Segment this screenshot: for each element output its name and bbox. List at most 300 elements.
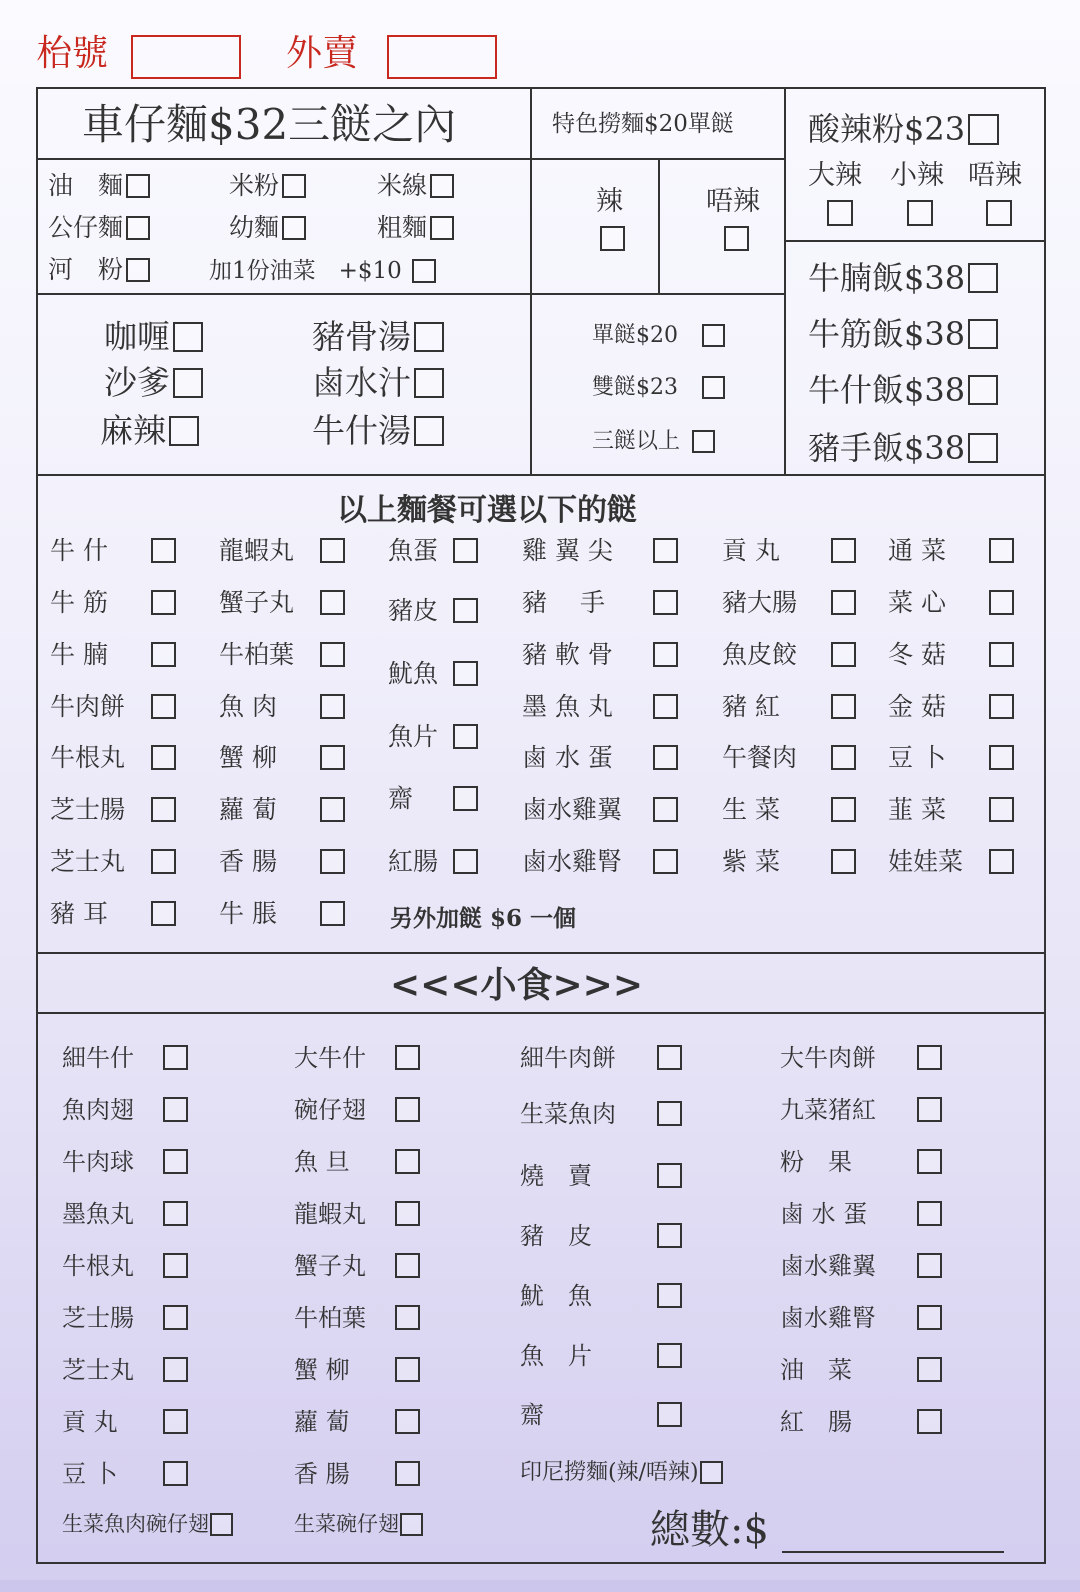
topping-item <box>722 797 856 822</box>
checkbox[interactable] <box>702 376 725 399</box>
topping-item-label: 芝士丸 <box>50 847 126 876</box>
topping-item-label: 魚片 <box>388 722 439 751</box>
snack-item-label: 豆 卜 <box>62 1459 118 1488</box>
snack-item <box>294 1045 420 1070</box>
topping-item <box>50 590 176 615</box>
special-noodle-title: 特色撈麵$20單餸 <box>552 111 734 137</box>
topping-item-label: 牛 筋 <box>50 588 108 617</box>
topping-item-label: 牛 什 <box>50 536 108 565</box>
not-spicy-label: 唔辣 <box>706 186 760 217</box>
checkbox[interactable] <box>989 538 1014 563</box>
topping-item <box>219 538 345 563</box>
topping-item-label: 牛 脹 <box>219 899 277 928</box>
snack-item <box>294 1357 420 1382</box>
checkbox[interactable] <box>453 786 478 811</box>
topping-item-label: 牛根丸 <box>50 743 126 772</box>
checkbox[interactable] <box>657 1283 682 1308</box>
checkbox[interactable] <box>657 1223 682 1248</box>
checkbox[interactable] <box>151 590 176 615</box>
topping-item <box>522 745 678 770</box>
checkbox[interactable] <box>163 1097 188 1122</box>
snack-item-label: 大牛肉餅 <box>780 1043 876 1072</box>
topping-item-label: 魚 肉 <box>219 692 277 721</box>
table-number-label: 枱號 <box>36 33 109 74</box>
topping-item-label: 蟹 柳 <box>219 743 277 772</box>
spice-level-none: 唔辣 <box>968 160 1022 191</box>
topping-item <box>219 849 345 874</box>
topping-item-label: 齋 <box>388 784 414 813</box>
checkbox[interactable] <box>395 1409 420 1434</box>
snack-item-label: 魚肉翅 <box>62 1095 134 1124</box>
rice-item: 牛腩飯$38 <box>808 262 998 294</box>
topping-item-label: 豆 卜 <box>888 743 946 772</box>
checkbox[interactable] <box>986 200 1012 226</box>
snack-item-label: 生菜魚肉 <box>520 1099 616 1128</box>
checkbox[interactable] <box>163 1409 188 1434</box>
topping-item-label: 豬 耳 <box>50 899 108 928</box>
snack-item-label: 魚 旦 <box>294 1147 350 1176</box>
topping-item-label: 鹵水雞腎 <box>522 847 623 876</box>
snacks-title: <<<小食>>> <box>390 964 643 1006</box>
snack-item <box>780 1253 942 1278</box>
checkbox[interactable] <box>657 1101 682 1126</box>
topping-item <box>722 642 856 667</box>
checkbox[interactable] <box>453 598 478 623</box>
checkbox[interactable] <box>320 745 345 770</box>
bottom-strip <box>0 1580 1080 1592</box>
topping-item <box>50 849 176 874</box>
topping-item <box>722 849 856 874</box>
topping-item <box>522 694 678 719</box>
topping-item <box>50 642 176 667</box>
checkbox[interactable] <box>453 661 478 686</box>
topping-item-label: 芝士腸 <box>50 795 126 824</box>
checkbox[interactable] <box>282 174 306 198</box>
checkbox[interactable] <box>430 216 454 240</box>
snack-item-label: 墨魚丸 <box>62 1199 134 1228</box>
checkbox[interactable] <box>453 538 478 563</box>
checkbox[interactable] <box>653 538 678 563</box>
checkbox[interactable] <box>831 745 856 770</box>
snack-item-label: 油 菜 <box>780 1355 852 1384</box>
spice-level-small: 小辣 <box>890 160 944 191</box>
checkbox[interactable] <box>917 1045 942 1070</box>
special-option: 雙餸$23 <box>592 376 725 399</box>
checkbox[interactable] <box>831 849 856 874</box>
topping-item-label: 豬 紅 <box>722 692 780 721</box>
snack-item-label: 大牛什 <box>294 1043 366 1072</box>
topping-item <box>522 590 678 615</box>
noodle-item: 幼麵 <box>229 215 306 240</box>
topping-item <box>388 849 478 874</box>
topping-item-label: 魷魚 <box>388 659 439 688</box>
noodle-item: 公仔麵 <box>48 215 150 240</box>
checkbox[interactable] <box>989 745 1014 770</box>
topping-item <box>722 590 856 615</box>
snack-item-label: 蟹子丸 <box>294 1251 366 1280</box>
checkbox[interactable] <box>126 174 150 198</box>
checkbox[interactable] <box>831 694 856 719</box>
topping-item <box>522 538 678 563</box>
topping-item <box>888 797 1014 822</box>
checkbox[interactable] <box>917 1097 942 1122</box>
topping-item-label: 豬 軟 骨 <box>522 640 613 669</box>
snack-item <box>520 1223 682 1248</box>
snack-item <box>520 1101 682 1126</box>
snack-item-label: 牛柏葉 <box>294 1303 366 1332</box>
topping-item <box>219 694 345 719</box>
topping-item <box>219 797 345 822</box>
checkbox[interactable] <box>414 368 444 398</box>
indo-noodle-item: 印尼撈麵(辣/唔辣) <box>520 1461 723 1484</box>
checkbox[interactable] <box>989 797 1014 822</box>
topping-item-label: 豬 手 <box>522 588 605 617</box>
topping-item-label: 貢 丸 <box>722 536 780 565</box>
special-option: 三餸以上 <box>592 430 715 453</box>
checkbox[interactable] <box>151 745 176 770</box>
checkbox[interactable] <box>320 642 345 667</box>
snack-item <box>62 1045 188 1070</box>
toppings-title: 以上麵餐可選以下的餸 <box>337 493 637 528</box>
topping-item <box>50 694 176 719</box>
sour-spicy-label: 酸辣粉$23 <box>808 110 966 148</box>
topping-item <box>522 797 678 822</box>
snack-item-label: 芝士丸 <box>62 1355 134 1384</box>
snack-item-label: 貢 丸 <box>62 1407 118 1436</box>
snack-item <box>62 1097 188 1122</box>
snack-item: 生菜魚肉碗仔翅 <box>62 1513 233 1536</box>
soup-item: 牛什湯 <box>312 414 444 447</box>
topping-item <box>722 745 856 770</box>
snack-item-label: 燒 賣 <box>520 1161 592 1190</box>
snack-item-label: 碗仔翅 <box>294 1095 366 1124</box>
spicy-label: 辣 <box>596 186 623 217</box>
checkbox[interactable] <box>968 433 998 463</box>
checkbox[interactable] <box>653 797 678 822</box>
snack-item: 生菜碗仔翅 <box>294 1513 423 1536</box>
checkbox[interactable] <box>653 745 678 770</box>
checkbox[interactable] <box>657 1163 682 1188</box>
topping-item-label: 蟹子丸 <box>219 588 295 617</box>
snack-item-label: 鹵 水 蛋 <box>780 1199 868 1228</box>
checkbox[interactable] <box>968 114 999 145</box>
noodle-item: 米線 <box>377 173 454 198</box>
snack-item-label: 魷 魚 <box>520 1281 592 1310</box>
topping-item-label: 魚皮餃 <box>722 640 798 669</box>
sour-spicy-item <box>808 110 999 148</box>
topping-item <box>888 538 1014 563</box>
snack-item <box>62 1253 188 1278</box>
checkbox[interactable] <box>320 797 345 822</box>
topping-item-label: 雞 翼 尖 <box>522 536 613 565</box>
checkbox[interactable] <box>320 694 345 719</box>
topping-item <box>50 538 176 563</box>
checkbox[interactable] <box>395 1461 420 1486</box>
checkbox[interactable] <box>827 200 853 226</box>
snack-item <box>294 1201 420 1226</box>
checkbox[interactable] <box>126 258 150 282</box>
snack-item <box>62 1409 188 1434</box>
checkbox[interactable] <box>989 694 1014 719</box>
topping-item <box>888 642 1014 667</box>
soup-item: 鹵水汁 <box>312 366 444 399</box>
snack-item <box>294 1461 420 1486</box>
checkbox[interactable] <box>282 216 306 240</box>
topping-item <box>219 590 345 615</box>
checkbox[interactable] <box>917 1201 942 1226</box>
spice-level-large: 大辣 <box>808 160 862 191</box>
snack-item <box>520 1163 682 1188</box>
snack-item-label: 鹵水雞腎 <box>780 1303 876 1332</box>
topping-item <box>219 745 345 770</box>
snack-item <box>62 1305 188 1330</box>
takeaway-label: 外賣 <box>286 33 359 74</box>
topping-item-label: 豬大腸 <box>722 588 798 617</box>
topping-item <box>388 724 478 749</box>
not-spicy-cell <box>658 158 786 295</box>
rice-item: 豬手飯$38 <box>808 432 998 464</box>
checkbox[interactable] <box>657 1402 682 1427</box>
snack-item-label: 細牛什 <box>62 1043 134 1072</box>
topping-item-label: 鹵 水 蛋 <box>522 743 613 772</box>
checkbox[interactable] <box>173 322 203 352</box>
topping-item <box>888 590 1014 615</box>
snack-item <box>780 1409 942 1434</box>
snack-item <box>780 1357 942 1382</box>
snack-item <box>520 1402 682 1427</box>
checkbox[interactable] <box>724 226 749 251</box>
checkbox[interactable] <box>831 538 856 563</box>
soup-item: 麻辣 <box>100 414 199 447</box>
checkbox[interactable] <box>395 1045 420 1070</box>
snack-item <box>780 1097 942 1122</box>
noodle-item: 米粉 <box>229 173 306 198</box>
checkbox[interactable] <box>430 174 454 198</box>
snack-item-label: 細牛肉餅 <box>520 1043 616 1072</box>
checkbox[interactable] <box>395 1357 420 1382</box>
checkbox[interactable] <box>163 1201 188 1226</box>
total-input-line[interactable] <box>782 1551 1004 1553</box>
snack-item <box>62 1461 188 1486</box>
topping-item-label: 菜 心 <box>888 588 946 617</box>
checkbox[interactable] <box>395 1149 420 1174</box>
checkbox[interactable] <box>600 226 625 251</box>
rice-item: 牛什飯$38 <box>808 374 998 406</box>
rice-item: 牛筋飯$38 <box>808 318 998 350</box>
topping-item <box>722 694 856 719</box>
takeaway-field[interactable] <box>387 35 497 79</box>
soup-item: 豬骨湯 <box>312 320 444 353</box>
snack-item-label: 鹵水雞翼 <box>780 1251 876 1280</box>
topping-item <box>50 797 176 822</box>
snack-item <box>294 1305 420 1330</box>
checkbox[interactable] <box>320 538 345 563</box>
checkbox[interactable] <box>173 368 203 398</box>
snack-item-label: 牛肉球 <box>62 1147 134 1176</box>
checkbox[interactable] <box>210 1513 233 1536</box>
snack-item <box>780 1045 942 1070</box>
snack-item <box>520 1045 682 1070</box>
checkbox[interactable] <box>126 216 150 240</box>
spicy-cell <box>530 158 660 295</box>
checkbox[interactable] <box>702 324 725 347</box>
checkbox[interactable] <box>917 1409 942 1434</box>
topping-item-label: 冬 菇 <box>888 640 946 669</box>
snack-item-label: 香 腸 <box>294 1459 350 1488</box>
topping-item <box>50 745 176 770</box>
checkbox[interactable] <box>453 849 478 874</box>
snack-item-label: 龍蝦丸 <box>294 1199 366 1228</box>
topping-item-label: 午餐肉 <box>722 743 798 772</box>
checkbox[interactable] <box>163 1357 188 1382</box>
checkbox[interactable] <box>412 259 436 283</box>
checkbox[interactable] <box>395 1253 420 1278</box>
snack-item <box>294 1097 420 1122</box>
checkbox[interactable] <box>414 322 444 352</box>
topping-item-label: 牛肉餅 <box>50 692 126 721</box>
topping-item-label: 豬皮 <box>388 596 439 625</box>
topping-item-label: 娃娃菜 <box>888 847 964 876</box>
snack-item-label: 芝士腸 <box>62 1303 134 1332</box>
topping-item-label: 墨 魚 丸 <box>522 692 613 721</box>
checkbox[interactable] <box>400 1513 423 1536</box>
topping-item <box>522 642 678 667</box>
snack-item-label: 豬 皮 <box>520 1221 592 1250</box>
checkbox[interactable] <box>163 1461 188 1486</box>
topping-item-label: 鹵水雞翼 <box>522 795 623 824</box>
checkbox[interactable] <box>917 1149 942 1174</box>
soup-item: 咖喱 <box>104 320 203 353</box>
checkbox[interactable] <box>151 642 176 667</box>
snack-item-label: 牛根丸 <box>62 1251 134 1280</box>
snack-item <box>520 1343 682 1368</box>
topping-item <box>388 538 478 563</box>
snack-item-label: 魚 片 <box>520 1341 592 1370</box>
topping-item <box>388 661 478 686</box>
topping-item-label: 香 腸 <box>219 847 277 876</box>
topping-item-label: 魚蛋 <box>388 536 439 565</box>
checkbox[interactable] <box>163 1253 188 1278</box>
checkbox[interactable] <box>151 694 176 719</box>
checkbox[interactable] <box>653 849 678 874</box>
checkbox[interactable] <box>151 901 176 926</box>
checkbox[interactable] <box>151 538 176 563</box>
checkbox[interactable] <box>692 430 715 453</box>
topping-item <box>888 745 1014 770</box>
extra-topping-note: 另外加餸 $6 一個 <box>390 905 577 932</box>
noodle-item: 河 粉 <box>48 257 150 282</box>
snack-item <box>62 1149 188 1174</box>
snack-item-label: 九菜猪紅 <box>780 1095 876 1124</box>
checkbox[interactable] <box>917 1253 942 1278</box>
checkbox[interactable] <box>395 1305 420 1330</box>
noodle-item: 油 麵 <box>48 173 150 198</box>
checkbox[interactable] <box>395 1097 420 1122</box>
topping-item <box>722 538 856 563</box>
checkbox[interactable] <box>700 1461 723 1484</box>
checkbox[interactable] <box>831 590 856 615</box>
topping-item-label: 蘿 蔔 <box>219 795 277 824</box>
topping-item <box>219 642 345 667</box>
snack-item <box>62 1357 188 1382</box>
topping-item-label: 生 菜 <box>722 795 780 824</box>
topping-item <box>888 694 1014 719</box>
snack-item <box>294 1149 420 1174</box>
table-number-field[interactable] <box>131 35 241 79</box>
checkbox[interactable] <box>917 1305 942 1330</box>
checkbox[interactable] <box>395 1201 420 1226</box>
checkbox[interactable] <box>968 263 998 293</box>
topping-item <box>522 849 678 874</box>
checkbox[interactable] <box>917 1357 942 1382</box>
topping-item <box>388 786 478 811</box>
snack-item <box>294 1253 420 1278</box>
checkbox[interactable] <box>907 200 933 226</box>
checkbox[interactable] <box>453 724 478 749</box>
checkbox[interactable] <box>320 590 345 615</box>
topping-item-label: 牛柏葉 <box>219 640 295 669</box>
topping-item-label: 牛 腩 <box>50 640 108 669</box>
checkbox[interactable] <box>169 416 199 446</box>
snack-item <box>62 1201 188 1226</box>
topping-item-label: 韮 菜 <box>888 795 946 824</box>
checkbox[interactable] <box>653 642 678 667</box>
checkbox[interactable] <box>831 797 856 822</box>
checkbox[interactable] <box>163 1045 188 1070</box>
snack-item <box>294 1409 420 1434</box>
topping-item <box>388 598 478 623</box>
checkbox[interactable] <box>163 1149 188 1174</box>
main-title: 車仔麵$32三餸之內 <box>82 100 457 149</box>
checkbox[interactable] <box>831 642 856 667</box>
snack-item-label: 粉 果 <box>780 1147 852 1176</box>
checkbox[interactable] <box>989 590 1014 615</box>
noodle-item: 粗麵 <box>377 215 454 240</box>
topping-item <box>888 849 1014 874</box>
checkbox[interactable] <box>657 1343 682 1368</box>
topping-item <box>50 901 176 926</box>
checkbox[interactable] <box>151 797 176 822</box>
snack-item-label: 蟹 柳 <box>294 1355 350 1384</box>
total-label: 總數:$ <box>650 1507 769 1553</box>
special-option: 單餸$20 <box>592 324 725 347</box>
checkbox[interactable] <box>657 1045 682 1070</box>
snack-item-label: 齋 <box>520 1400 544 1429</box>
snack-item <box>780 1149 942 1174</box>
snack-item <box>780 1201 942 1226</box>
snack-item-label: 蘿 蔔 <box>294 1407 350 1436</box>
checkbox[interactable] <box>414 416 444 446</box>
checkbox[interactable] <box>320 849 345 874</box>
checkbox[interactable] <box>653 590 678 615</box>
checkbox[interactable] <box>151 849 176 874</box>
checkbox[interactable] <box>968 375 998 405</box>
checkbox[interactable] <box>653 694 678 719</box>
checkbox[interactable] <box>989 642 1014 667</box>
checkbox[interactable] <box>989 849 1014 874</box>
soup-item: 沙爹 <box>104 366 203 399</box>
checkbox[interactable] <box>320 901 345 926</box>
extra-veg-item: 加1份油菜 +$10 <box>209 259 436 283</box>
topping-item-label: 紅腸 <box>388 847 439 876</box>
topping-item <box>219 901 345 926</box>
topping-item-label: 金 菇 <box>888 692 946 721</box>
checkbox[interactable] <box>163 1305 188 1330</box>
topping-item-label: 龍蝦丸 <box>219 536 295 565</box>
topping-item-label: 紫 菜 <box>722 847 780 876</box>
checkbox[interactable] <box>968 319 998 349</box>
snack-item-label: 紅 腸 <box>780 1407 852 1436</box>
